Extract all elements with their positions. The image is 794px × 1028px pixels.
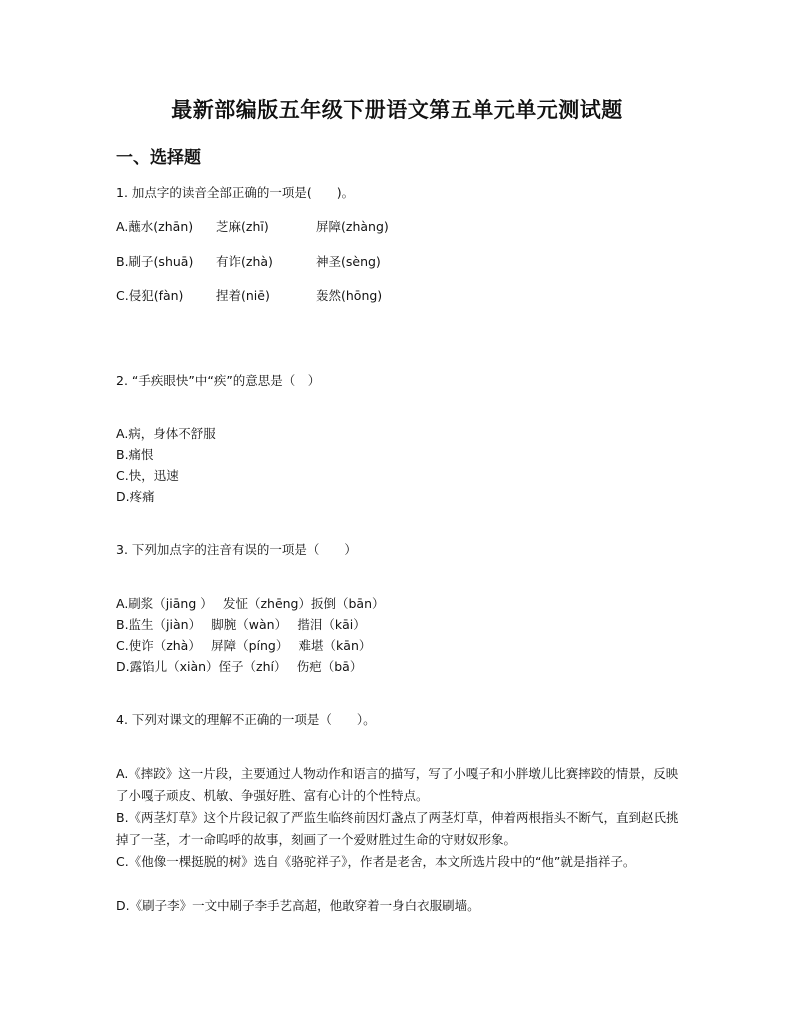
question-2-option-d: D.疼痛	[116, 489, 155, 504]
question-2-stem: 2. “手疾眼快”中“疾”的意思是（ ）	[116, 373, 321, 388]
option-b-item-1: B.刷子(shuā)	[116, 254, 194, 269]
page-title: 最新部编版五年级下册语文第五单元单元测试题	[171, 97, 623, 122]
question-3-stem: 3. 下列加点字的注音有误的一项是（ ）	[116, 542, 357, 557]
option-b-item-3: 神圣(sèng)	[316, 254, 381, 269]
question-2-option-c: C.快，迅速	[116, 468, 179, 483]
option-c-item-1: C.侵犯(fàn)	[116, 288, 184, 303]
question-4-option-b: B.《两茎灯草》这个片段记叙了严监生临终前因灯盏点了两茎灯草，伸着两根指头不断气，直到赵氏挑掉了一茎，才一命呜呼的故事，刻画了一个爱财胜过生命的守财奴形象。	[116, 810, 679, 847]
question-1-option-b	[116, 254, 381, 270]
question-2-option-b: B.痛恨	[116, 447, 154, 462]
option-a-item-1: A.蘸水(zhān)	[116, 219, 194, 234]
option-b-item-2: 有诈(zhà)	[216, 254, 273, 269]
question-1-option-a	[116, 219, 389, 235]
option-a-item-2: 芝麻(zhī)	[216, 219, 269, 234]
question-3-option-c: C.使诈（zhà） 屏障（píng） 难堪（kān）	[116, 638, 372, 653]
question-4-option-a: A.《摔跤》这一片段，主要通过人物动作和语言的描写，写了小嘎子和小胖墩儿比赛摔跤的情景，反映了小嘎子顽皮、机敏、争强好胜、富有心计的个性特点。	[116, 766, 679, 803]
question-4-option-d: D.《刷子李》一文中刷子李手艺高超，他敢穿着一身白衣服刷墙。	[116, 898, 480, 913]
question-4-option-c: C.《他像一棵挺脱的树》选自《骆驼祥子》，作者是老舍，本文所选片段中的“他”就是指祥子。	[116, 854, 636, 869]
question-3-option-d: D.露馅儿（xiàn）侄子（zhí） 伤疤（bā）	[116, 659, 363, 674]
option-c-item-2: 捏着(niē)	[216, 288, 270, 303]
question-1-stem: 1. 加点字的读音全部正确的一项是( )。	[116, 185, 355, 200]
option-a-item-3: 屏障(zhàng)	[316, 219, 389, 234]
question-2-option-a: A.病，身体不舒服	[116, 426, 216, 441]
question-4-stem: 4. 下列对课文的理解不正确的一项是（ ）。	[116, 712, 376, 727]
option-c-item-3: 轰然(hōng)	[316, 288, 383, 303]
question-3-option-a: A.刷浆（jiāng ） 发怔（zhēng）扳倒（bān）	[116, 596, 385, 611]
section-heading: 一、选择题	[116, 148, 201, 168]
question-3-option-b: B.监生（jiàn） 脚腕（wàn） 揩泪（kāi）	[116, 617, 366, 632]
question-1-option-c	[116, 288, 382, 304]
